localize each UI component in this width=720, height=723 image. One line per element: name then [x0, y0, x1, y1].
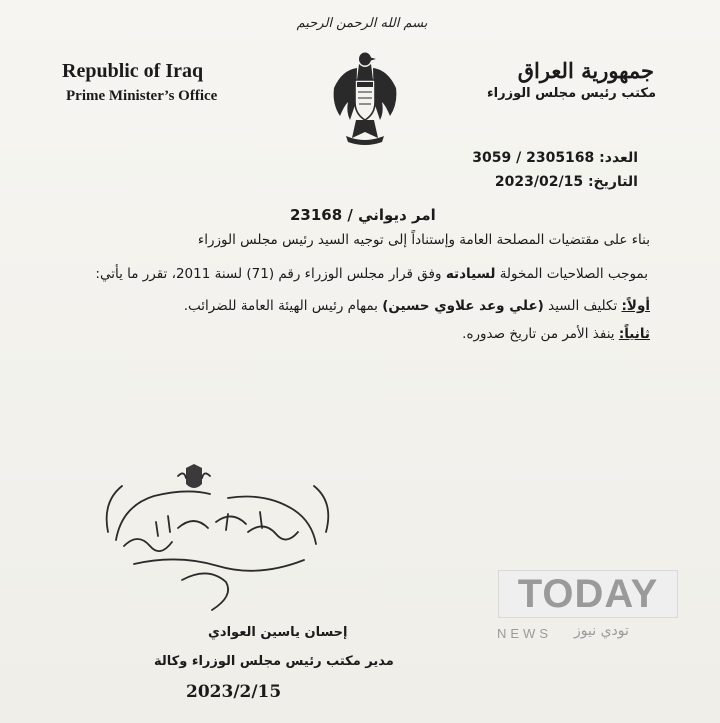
clause-second: [462, 326, 650, 342]
document-number: [472, 150, 638, 166]
document-date: [495, 174, 638, 190]
date-value: 2023/02/15: [494, 174, 584, 190]
watermark-news-en: NEWS: [497, 626, 552, 641]
official-stamp-signature-icon: [98, 462, 338, 612]
signature-date: 2023/2/15: [186, 682, 282, 702]
english-title: Republic of Iraq: [62, 60, 204, 82]
signatory-name: إحسان ياسين العوادي: [208, 625, 348, 640]
arabic-subtitle: مكتب رئيس مجلس الوزراء: [487, 86, 656, 101]
date-label: التاريخ:: [587, 174, 638, 190]
body-line-2-part-a: بموجب الصلاحيات المخولة: [495, 266, 648, 282]
clause-second-text: ينفذ الأمر من تاريخ صدوره.: [462, 326, 619, 342]
body-line-1: بناء على مقتضيات المصلحة العامة وإستناداً إلى توجيه السيد رئيس مجلس الوزراء: [197, 232, 650, 248]
clause-second-label: ثانياً:: [618, 326, 650, 342]
order-title: امر ديواني / 23168: [290, 206, 436, 224]
watermark-news-ar: تودي نيوز: [574, 623, 629, 639]
clause-first-part-b: بمهام رئيس الهيئة العامة للضرائب.: [183, 298, 383, 314]
clause-first-label: أولاً:: [621, 298, 650, 314]
body-line-2-emphasis: لسيادته: [445, 266, 496, 282]
eagle-emblem-icon: [328, 46, 402, 146]
appointee-name: (علي وعد علاوي حسين): [382, 298, 544, 314]
basmala-heading: بسم الله الرحمن الرحيم: [296, 16, 428, 31]
clause-first: [184, 298, 650, 314]
clause-first-part-a: تكليف السيد: [543, 298, 622, 314]
number-value: 2305168 / 3059: [472, 150, 595, 166]
number-label: العدد:: [599, 150, 638, 166]
english-subtitle: Prime Minister’s Office: [66, 88, 218, 104]
arabic-title: جمهورية العراق: [517, 58, 654, 83]
body-line-2-part-c: وفق قرار مجلس الوزراء رقم (71) لسنة 2011، تقرر ما يأتي:: [95, 266, 446, 282]
today-news-logo: TODAY: [498, 570, 678, 618]
signatory-title: مدير مكتب رئيس مجلس الوزراء وكالة: [154, 654, 394, 669]
body-line-2: [95, 266, 648, 282]
